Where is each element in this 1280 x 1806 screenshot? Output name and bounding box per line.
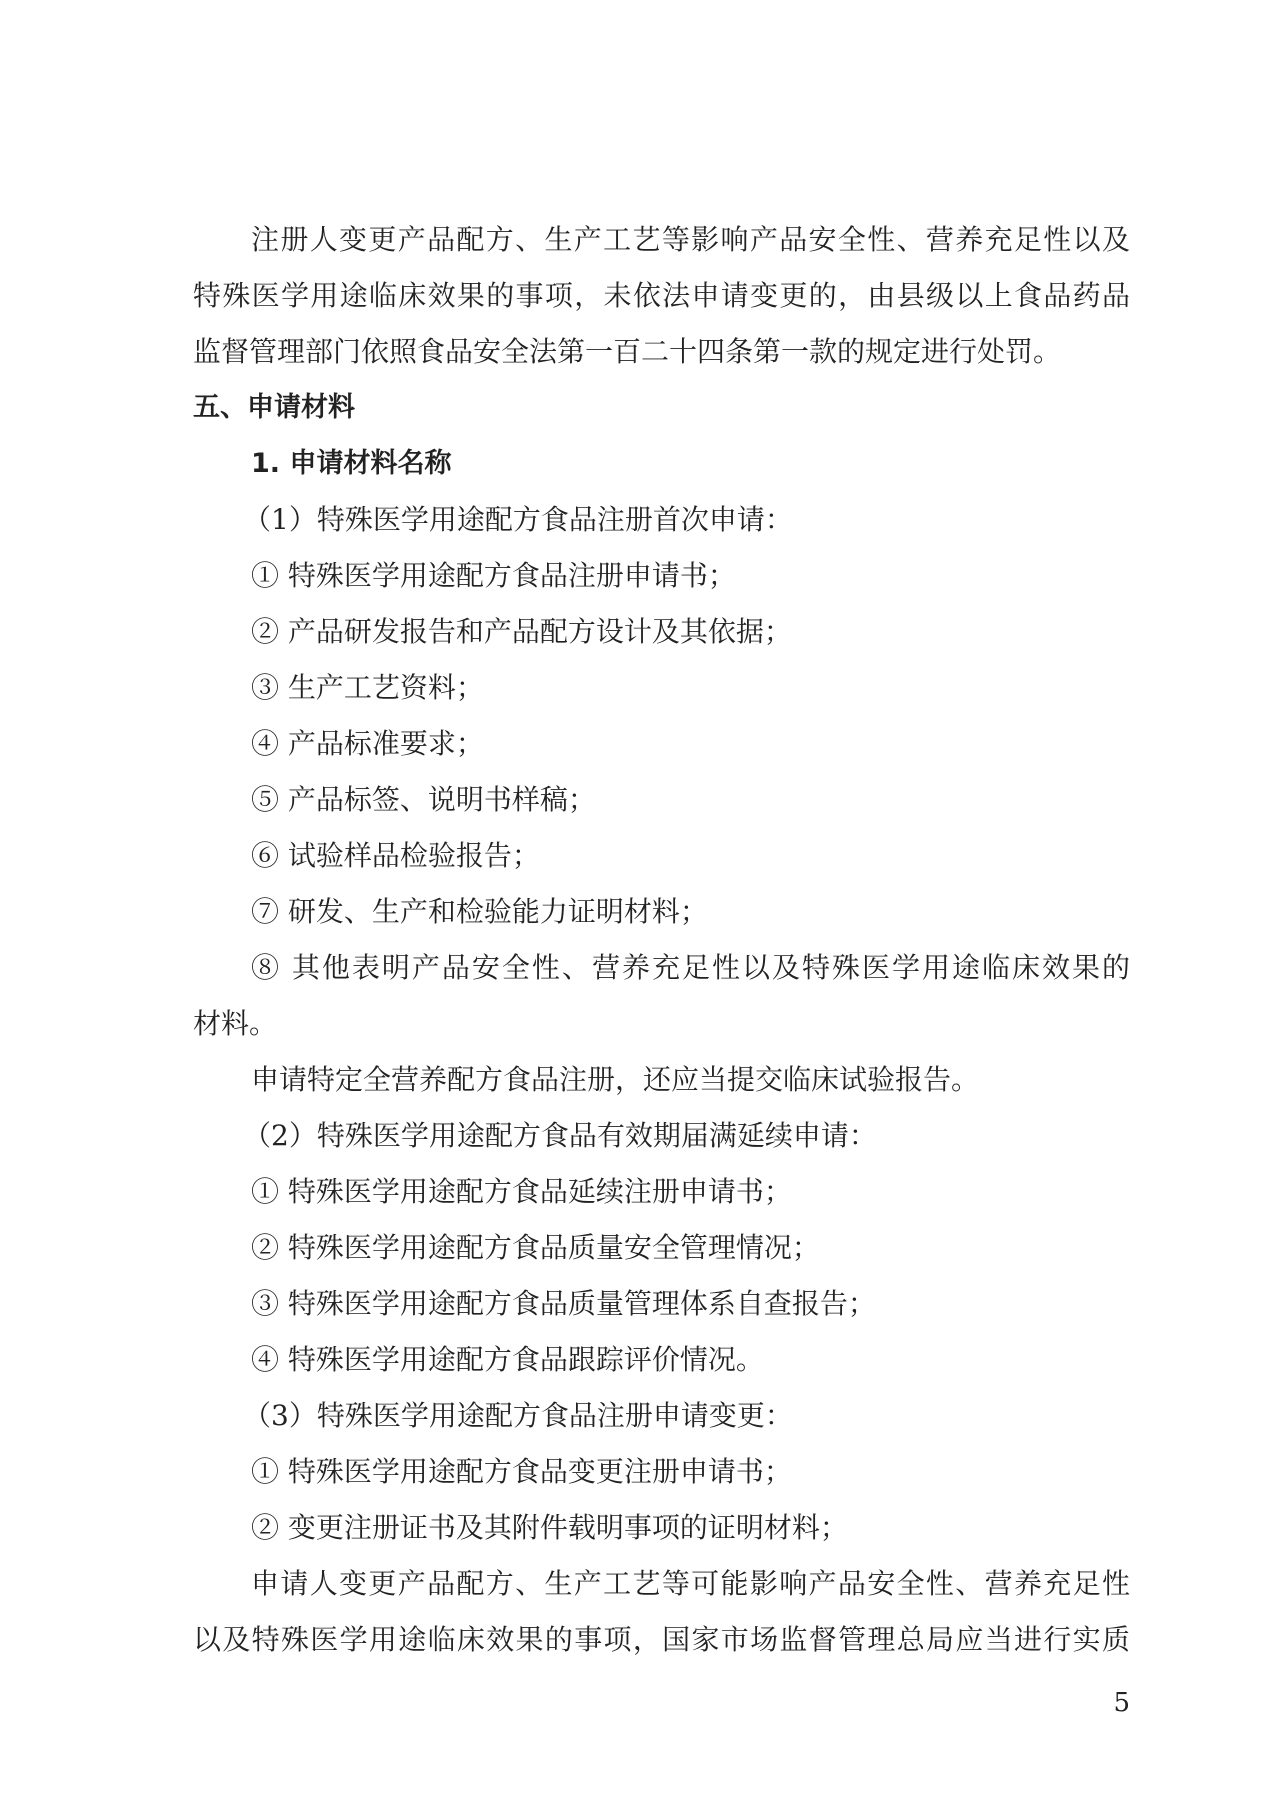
list-item: ⑥ 试验样品检验报告； [251, 839, 540, 872]
paragraph-line: 申请人变更产品配方、生产工艺等可能影响产品安全性、营养充足性 [251, 1567, 1130, 1600]
paragraph-line: 以及特殊医学用途临床效果的事项，国家市场监督管理总局应当进行实质 [193, 1623, 1130, 1656]
paragraph-line: 注册人变更产品配方、生产工艺等影响产品安全性、营养充足性以及 [251, 223, 1130, 256]
note-paragraph: 申请特定全营养配方食品注册，还应当提交临床试验报告。 [251, 1063, 980, 1096]
paragraph-line: 特殊医学用途临床效果的事项，未依法申请变更的，由县级以上食品药品 [193, 279, 1130, 312]
document-body [193, 212, 1130, 1668]
group-title: （2）特殊医学用途配方食品有效期届满延续申请： [243, 1119, 877, 1152]
list-item: ④ 产品标准要求； [251, 727, 484, 760]
list-item: ① 特殊医学用途配方食品变更注册申请书； [251, 1455, 792, 1488]
list-item: ⑤ 产品标签、说明书样稿； [251, 783, 596, 816]
page-number: 5 [1113, 1688, 1130, 1718]
subsection-heading: 1. 申请材料名称 [251, 448, 452, 479]
list-item: ② 产品研发报告和产品配方设计及其依据； [251, 615, 792, 648]
list-item: ② 特殊医学用途配方食品质量安全管理情况； [251, 1231, 820, 1264]
section-heading: 五、申请材料 [193, 392, 355, 423]
paragraph-line: 监督管理部门依照食品安全法第一百二十四条第一款的规定进行处罚。 [193, 335, 1062, 368]
list-item: ③ 生产工艺资料； [251, 671, 484, 704]
group-title: （3）特殊医学用途配方食品注册申请变更： [243, 1399, 793, 1432]
list-item: ② 变更注册证书及其附件载明事项的证明材料； [251, 1511, 848, 1544]
list-item: ① 特殊医学用途配方食品延续注册申请书； [251, 1175, 792, 1208]
list-item: ① 特殊医学用途配方食品注册申请书； [251, 559, 736, 592]
list-item: ④ 特殊医学用途配方食品跟踪评价情况。 [251, 1343, 764, 1376]
group-title: （1）特殊医学用途配方食品注册首次申请： [243, 503, 793, 536]
list-item: ⑦ 研发、生产和检验能力证明材料； [251, 895, 708, 928]
list-item: ③ 特殊医学用途配方食品质量管理体系自查报告； [251, 1287, 876, 1320]
list-item: ⑧ 其他表明产品安全性、营养充足性以及特殊医学用途临床效果的 [251, 951, 1130, 984]
list-item-continuation: 材料。 [193, 1007, 278, 1040]
